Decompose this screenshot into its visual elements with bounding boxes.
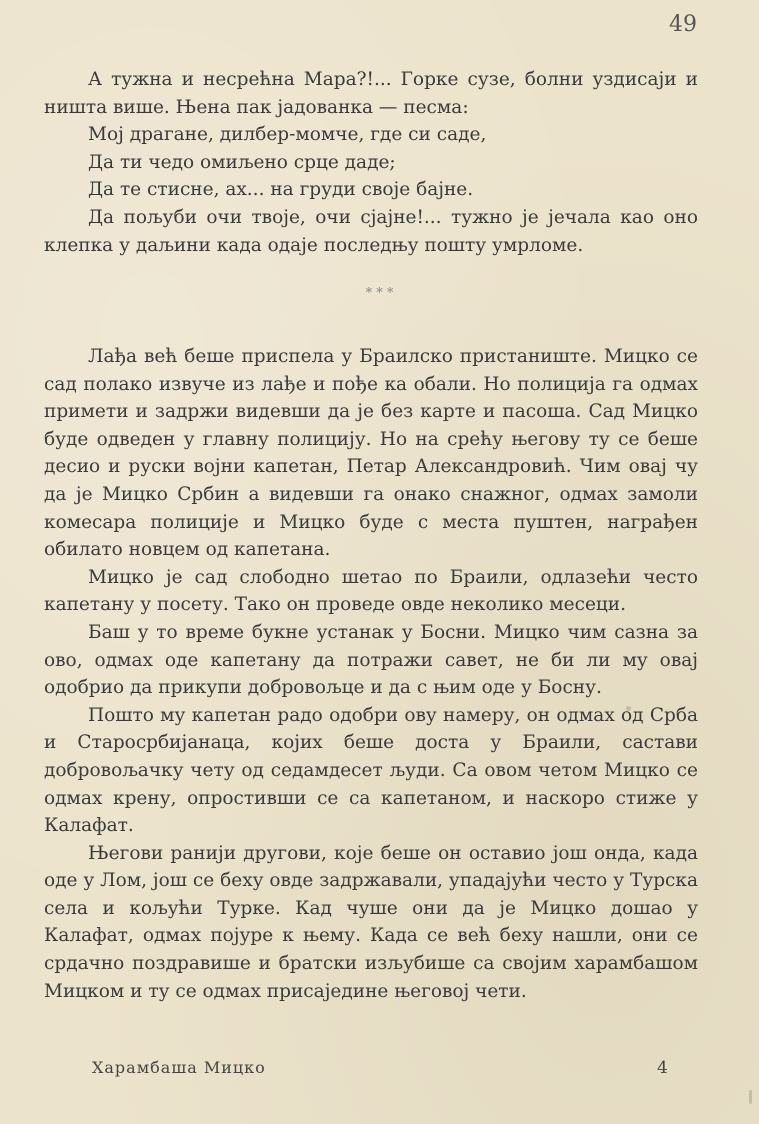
paragraph-3: Баш у то време букне устанак у Босни. Мицко чим сазна за ово, одмах оде капетану да потражи савет, не би ли му овај одобрио да прикупи добровољце и да с њим оде у Босну. [44,621,698,699]
verse-closing-paragraph: Да пољуби очи твоје, очи сјајне!... тужно је јечала као оно клепка у даљини када одаје последњу пошту умрломе. [44,206,698,256]
opening-text-block [44,66,698,259]
page-number: 49 [669,12,697,37]
opening-paragraph: А тужна и несрећна Мара?!... Горке сузе, болни уздисаји и ништа више. Њена пак јадованка — песма: [44,69,698,118]
paragraph-2: Мицко је сад слободно шетао по Браили, одлазећи често капетану у посету. Тако он проведе овде неколико месеци. [44,566,698,616]
footer-book-title: Харамбаша Мицко [92,1058,266,1077]
ink-speck [626,706,631,711]
asterism-mark: * * * [365,286,394,301]
paragraph-5: Његови ранији другови, које беше он оставио још онда, када оде у Лом, још се беху овде задржавали, упадајући често у Турска села и кољући Турке. Кад чуше они да је Мицко дошао у Калафат, одмах појуре к њему. Када се већ беху нашли, они се срдачно поздравише и братски изљубише са својим харамбашом Мицком и ту се одмах присаједине његовој чети. [44,842,698,1002]
paragraph-1: Лађа већ беше приспела у Браилско пристаниште. Мицко се сад полако извуче из лађе и пође ка обали. Но полиција га одмах примети и задржи видевши да је без карте и пасоша. Сад Мицко буде одведен у главну полицију. Но на срећу његову ту се беше десио и руски војни капетан, Петар Александровић. Чим овај чу да је Мицко Србин а видевши га онако снажног, одмах замоли комесара полиције и Мицко буде с места пуштен, награђен обилато новцем од капетана. [44,346,698,561]
verse-line-1: Мој драгане, дилбер-момче, где си саде, [88,124,487,146]
main-text-block [44,343,698,1005]
verse-line-3: Да те стисне, ах... на груди своје бајне. [88,179,474,201]
paragraph-4: Пошто му капетан радо одобри ову намеру, он одмах од Срба и Старосрбијанаца, којих беше доста у Браили, састави добровољачку чету од седамдесет људи. Са овом четом Мицко се одмах крену, опростивши се са капетаном, и наскоро стиже у Калафат. [44,704,698,837]
footer-signature-mark: 4 [657,1058,668,1078]
section-separator [0,288,759,300]
ink-speck [749,1090,752,1104]
verse-line-2: Да ти чедо омиљено срце даде; [88,151,396,173]
